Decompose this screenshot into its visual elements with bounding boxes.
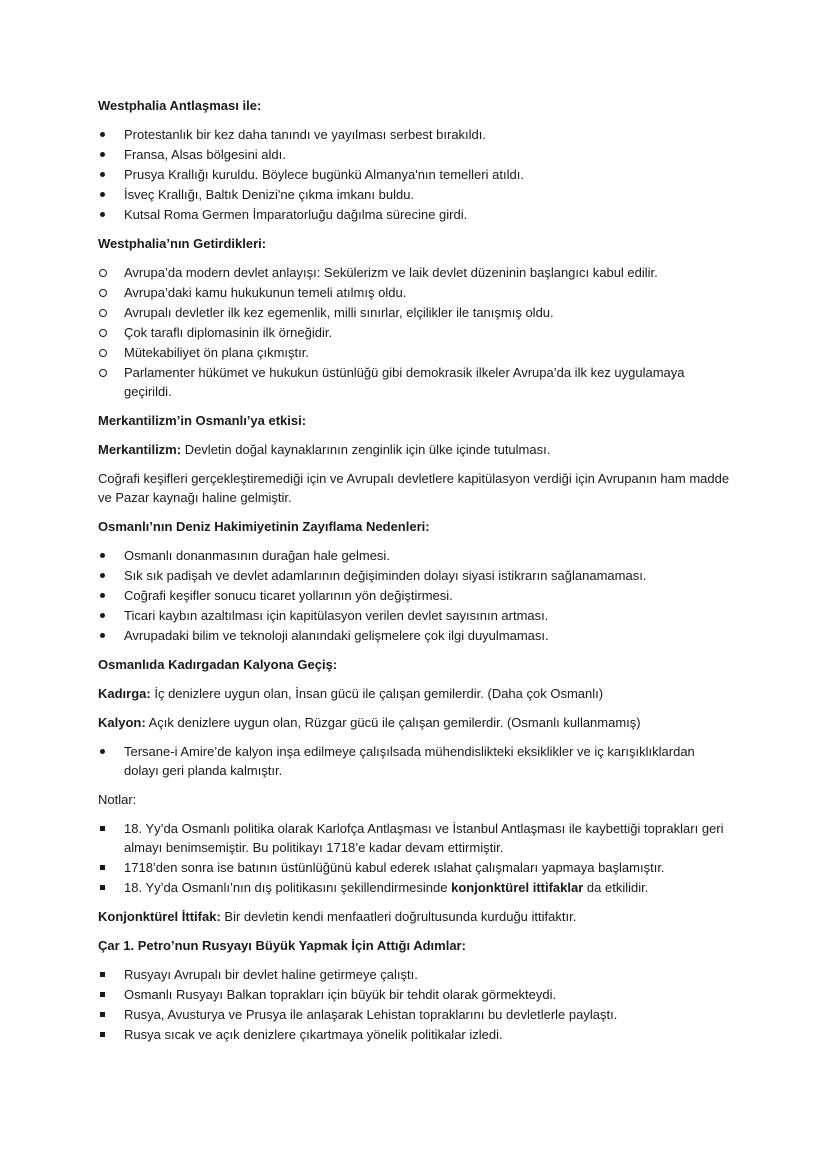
- bullet-icon: [100, 613, 105, 618]
- bullet-icon: [100, 172, 105, 177]
- section-heading-naval-decline: Osmanlı’nın Deniz Hakimiyetinin Zayıflama Nedenleri:: [98, 519, 430, 534]
- list-item: Protestanlık bir kez daha tanındı ve yayılması serbest bırakıldı.: [98, 125, 732, 144]
- list-item: Tersane-i Amire’de kalyon inşa edilmeye çalışılsada mühendislikteki eksiklikler ve iç karışıklıklardan dolayı geri planda kalmıştır.: [98, 742, 732, 780]
- bullet-icon: [100, 212, 105, 217]
- list-item: 1718’den sonra ise batının üstünlüğünü kabul ederek ıslahat çalışmaları yapmaya başlamıştır.: [98, 858, 732, 877]
- hollow-bullet-icon: [99, 309, 107, 317]
- section-heading-westphalia: Westphalia Antlaşması ile:: [98, 98, 262, 113]
- bullet-icon: [100, 573, 105, 578]
- list-item: Avrupadaki bilim ve teknoloji alanındaki gelişmelere çok ilgi duyulmaması.: [98, 626, 732, 645]
- section-heading-westphalia-contributions: Westphalia’nın Getirdikleri:: [98, 236, 267, 251]
- definition-term: Kalyon:: [98, 715, 146, 730]
- definition-term: Merkantilizm:: [98, 442, 182, 457]
- bullet-icon: [100, 132, 105, 137]
- list-item: Prusya Krallığı kuruldu. Böylece bugünkü Almanya'nın temelleri atıldı.: [98, 165, 732, 184]
- document-page: [98, 96, 732, 1054]
- square-bullet-icon: [100, 992, 105, 997]
- peter-steps-list: [98, 965, 732, 1044]
- conjunctural-alliance-definition: Konjonktürel İttifak: Bir devletin kendi menfaatleri doğrultusunda kurduğu ittifaktır.: [98, 909, 577, 924]
- list-item: Rusyayı Avrupalı bir devlet haline getirmeye çalıştı.: [98, 965, 732, 984]
- list-item: Sık sık padişah ve devlet adamlarının değişiminden dolayı siyasi istikrarın sağlanamaması.: [98, 566, 732, 585]
- bullet-icon: [100, 192, 105, 197]
- naval-decline-list: [98, 546, 732, 645]
- list-item: 18. Yy’da Osmanlı’nın dış politikasını şekillendirmesinde konjonktürel ittifaklar da etkilidir.: [98, 878, 732, 897]
- notes-list: [98, 819, 732, 897]
- square-bullet-icon: [100, 826, 105, 831]
- list-item: Ticari kaybın azaltılması için kapitülasyon verilen devlet sayısının artması.: [98, 606, 732, 625]
- square-bullet-icon: [100, 1012, 105, 1017]
- hollow-bullet-icon: [99, 329, 107, 337]
- westphalia-results-list: [98, 125, 732, 224]
- hollow-bullet-icon: [99, 369, 107, 377]
- section-heading-peter-the-great: Çar 1. Petro’nun Rusyayı Büyük Yapmak İçin Attığı Adımlar:: [98, 938, 466, 953]
- list-item: Rusya sıcak ve açık denizlere çıkartmaya yönelik politikalar izledi.: [98, 1025, 732, 1044]
- tersane-list: [98, 742, 732, 780]
- westphalia-contributions-list: [98, 263, 732, 401]
- list-item: Fransa, Alsas bölgesini aldı.: [98, 145, 732, 164]
- bullet-icon: [100, 593, 105, 598]
- bullet-icon: [100, 152, 105, 157]
- hollow-bullet-icon: [99, 269, 107, 277]
- list-item: Osmanlı donanmasının durağan hale gelmesi.: [98, 546, 732, 565]
- square-bullet-icon: [100, 865, 105, 870]
- list-item: İsveç Krallığı, Baltık Denizi'ne çıkma imkanı buldu.: [98, 185, 732, 204]
- definition-term: Kadırga:: [98, 686, 151, 701]
- list-item: Avrupa’daki kamu hukukunun temeli atılmış oldu.: [98, 283, 732, 302]
- definition-term: Konjonktürel İttifak:: [98, 909, 221, 924]
- notes-label: Notlar:: [98, 792, 137, 807]
- bullet-icon: [100, 633, 105, 638]
- hollow-bullet-icon: [99, 349, 107, 357]
- list-item: Parlamenter hükümet ve hukukun üstünlüğü gibi demokrasik ilkeler Avrupa’da ilk kez uygulamaya geçirildi.: [98, 363, 732, 401]
- bullet-icon: [100, 553, 105, 558]
- square-bullet-icon: [100, 885, 105, 890]
- mercantilism-definition: Merkantilizm: Devletin doğal kaynaklarının zenginlik için ülke içinde tutulması.: [98, 442, 551, 457]
- list-item: Kutsal Roma Germen İmparatorluğu dağılma sürecine girdi.: [98, 205, 732, 224]
- list-item: Çok taraflı diplomasinin ilk örneğidir.: [98, 323, 732, 342]
- list-item: Osmanlı Rusyayı Balkan toprakları için büyük bir tehdit olarak görmekteydi.: [98, 985, 732, 1004]
- list-item: Mütekabiliyet ön plana çıkmıştır.: [98, 343, 732, 362]
- square-bullet-icon: [100, 1032, 105, 1037]
- list-item: Avrupalı devletler ilk kez egemenlik, milli sınırlar, elçilikler ile tanışmış oldu.: [98, 303, 732, 322]
- list-item: Rusya, Avusturya ve Prusya ile anlaşarak Lehistan topraklarını bu devletlerle paylaştı.: [98, 1005, 732, 1024]
- list-item: Avrupa’da modern devlet anlayışı: Sekülerizm ve laik devlet düzeninin başlangıcı kabul edilir.: [98, 263, 732, 282]
- section-heading-galley-to-galleon: Osmanlıda Kadırgadan Kalyona Geçiş:: [98, 657, 338, 672]
- square-bullet-icon: [100, 972, 105, 977]
- bullet-icon: [100, 749, 105, 754]
- kadirga-definition: Kadırga: İç denizlere uygun olan, İnsan gücü ile çalışan gemilerdir. (Daha çok Osmanlı): [98, 686, 604, 701]
- list-item: Coğrafi keşifler sonucu ticaret yollarının yön değiştirmesi.: [98, 586, 732, 605]
- section-heading-mercantilism: Merkantilizm’in Osmanlı’ya etkisi:: [98, 413, 307, 428]
- hollow-bullet-icon: [99, 289, 107, 297]
- kalyon-definition: Kalyon: Açık denizlere uygun olan, Rüzgar gücü ile çalışan gemilerdir. (Osmanlı kullanmamış): [98, 715, 641, 730]
- list-item: 18. Yy’da Osmanlı politika olarak Karlofça Antlaşması ve İstanbul Antlaşması ile kaybettiği toprakları geri almayı benimsemiştir. Bu politikayı 1718’e kadar devam ettirmiştir.: [98, 819, 732, 857]
- mercantilism-effect-paragraph: Coğrafi keşifleri gerçekleştiremediği için ve Avrupalı devletlere kapitülasyon verdiği için Avrupanın ham madde ve Pazar kaynağı haline gelmiştir.: [98, 471, 730, 505]
